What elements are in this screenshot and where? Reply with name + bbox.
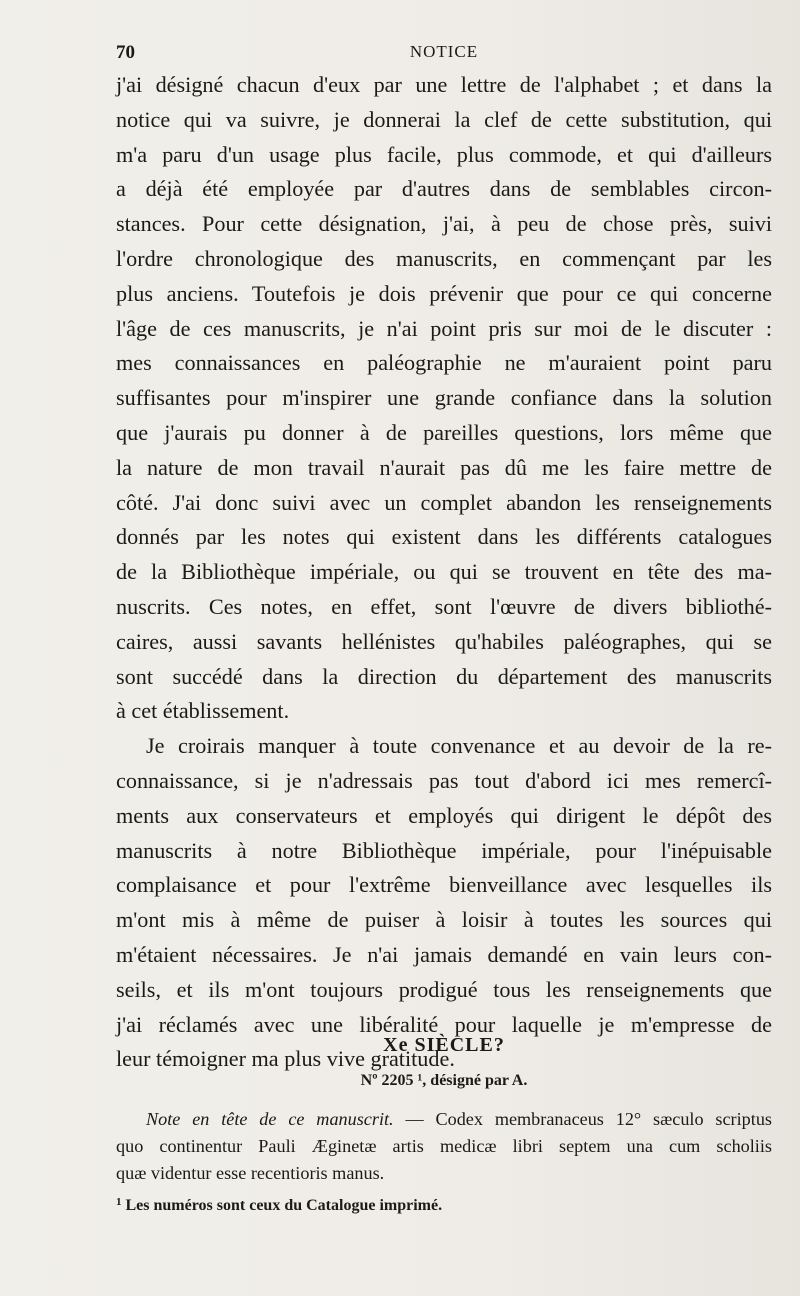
note-label: Note en tête de ce manuscrit. xyxy=(146,1109,394,1129)
text-line: plus anciens. Toutefois je dois prévenir que pour ce qui concerne xyxy=(116,280,772,306)
page-header xyxy=(116,40,772,70)
body-text xyxy=(116,68,772,1077)
text-line: à cet établissement. xyxy=(116,698,290,724)
text-line: seils, et ils m'ont toujours prodigué tous les renseignements que xyxy=(116,976,772,1002)
note-line xyxy=(116,1106,772,1133)
text-line: notice qui va suivre, je donnerai la clef de cette substitution, qui xyxy=(116,106,772,132)
manuscript-note xyxy=(116,1106,772,1187)
manuscript-reference: Nº 2205 ¹, désigné par A. xyxy=(360,1072,528,1089)
text-line: leur témoigner ma plus vive gratitude. xyxy=(116,1046,455,1072)
page-number: 70 xyxy=(116,42,135,63)
text-line: suffisantes pour m'inspirer une grande confiance dans la solution xyxy=(116,385,772,411)
note-line: quæ videntur esse recentioris manus. xyxy=(116,1163,385,1183)
text-line: ments aux conservateurs et employés qui dirigent le dépôt des xyxy=(116,802,772,828)
text-line: manuscrits à notre Bibliothèque impériale, pour l'inépuisable xyxy=(116,837,772,863)
note-line: quo continentur Pauli Æginetæ artis medicæ libri septem una cum scholiis xyxy=(116,1136,772,1156)
section-title: Xe SIÈCLE? xyxy=(383,1034,505,1056)
text-line: la nature de mon travail n'aurait pas dû me les faire mettre de xyxy=(116,454,772,480)
text-line: m'étaient nécessaires. Je n'ai jamais demandé en vain leurs con- xyxy=(116,941,772,967)
text-line: de la Bibliothèque impériale, ou qui se trouvent en tête des ma- xyxy=(116,559,772,585)
text-line: mes connaissances en paléographie ne m'auraient point paru xyxy=(116,350,772,376)
text-line: complaisance et pour l'extrême bienveillance avec lesquelles ils xyxy=(116,872,772,898)
text-line: sont succédé dans la direction du département des manuscrits xyxy=(116,663,772,689)
text-line: j'ai désigné chacun d'eux par une lettre de l'alphabet ; et dans la xyxy=(116,72,772,97)
text-line: a déjà été employée par d'autres dans de semblables circon- xyxy=(116,176,772,202)
text-line: caires, aussi savants hellénistes qu'habiles paléographes, qui se xyxy=(116,628,772,654)
text-line: stances. Pour cette désignation, j'ai, à peu de chose près, suivi xyxy=(116,211,772,237)
note-text: — Codex membranaceus 12° sæculo scriptus xyxy=(393,1109,772,1129)
text-line: j'ai réclamés avec une libéralité pour laquelle je m'empresse de xyxy=(116,1011,772,1037)
footnote xyxy=(116,1196,772,1215)
text-line: m'a paru d'un usage plus facile, plus commode, et qui d'ailleurs xyxy=(116,141,772,167)
text-line: connaissance, si je n'adressais pas tout d'abord ici mes remercî- xyxy=(116,767,772,793)
text-line: donnés par les notes qui existent dans les différents catalogues xyxy=(116,524,772,550)
footnote-text: Les numéros sont ceux du Catalogue imprimé. xyxy=(121,1197,443,1214)
text-line: l'ordre chronologique des manuscrits, en commençant par les xyxy=(116,245,772,271)
footnote-marker: 1 xyxy=(116,1196,122,1208)
text-line: l'âge de ces manuscrits, je n'ai point pris sur moi de le discuter : xyxy=(116,315,772,341)
text-line: m'ont mis à même de puiser à loisir à toutes les sources qui xyxy=(116,907,772,933)
text-line: Je croirais manquer à toute convenance et au devoir de la re- xyxy=(146,733,772,759)
text-line: que j'aurais pu donner à de pareilles questions, lors même que xyxy=(116,419,772,445)
running-head: NOTICE xyxy=(409,42,479,61)
text-line: nuscrits. Ces notes, en effet, sont l'œuvre de divers bibliothé- xyxy=(116,593,772,619)
text-line: côté. J'ai donc suivi avec un complet abandon les renseignements xyxy=(116,489,772,515)
